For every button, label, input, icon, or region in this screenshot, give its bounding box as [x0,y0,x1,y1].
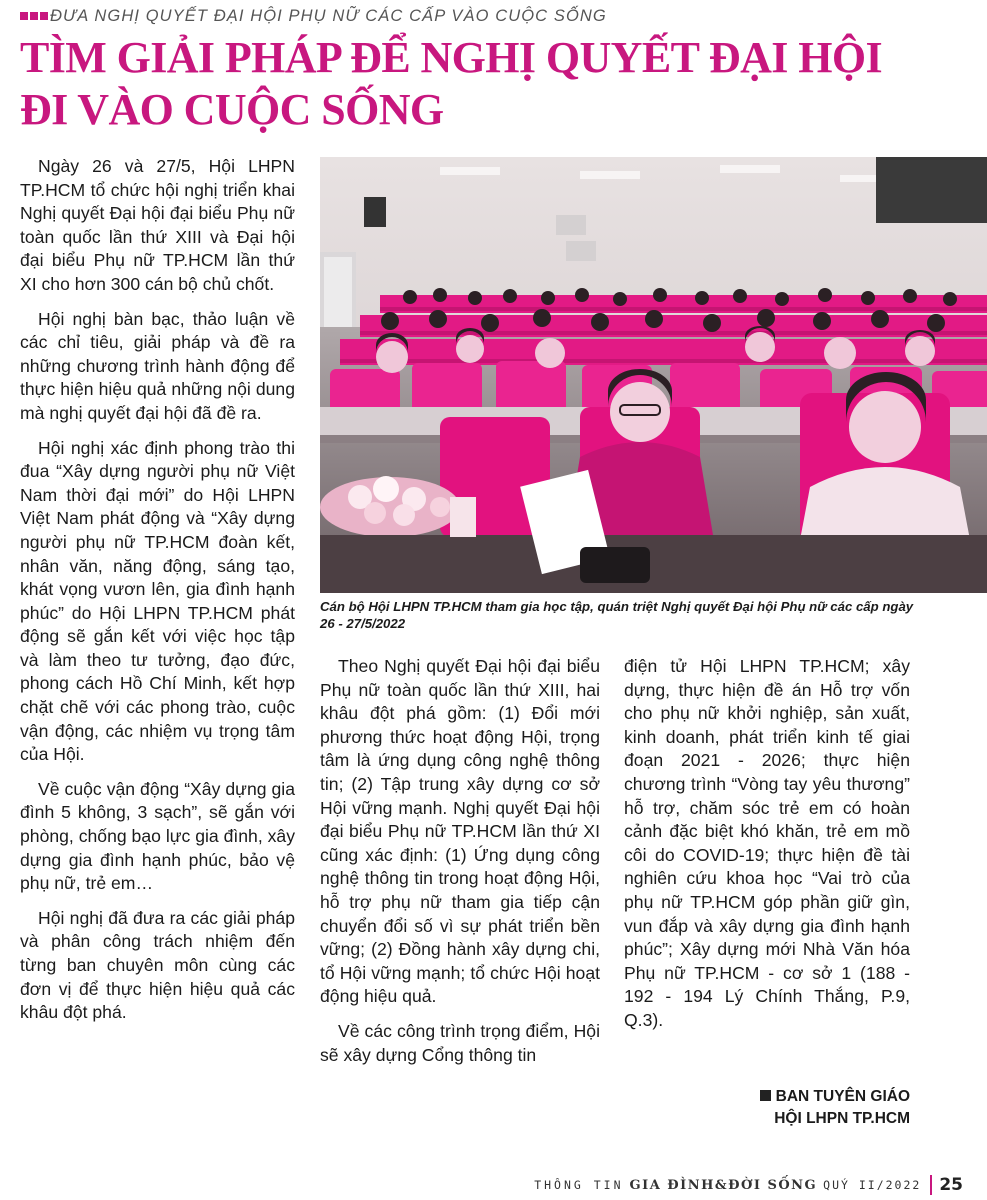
article-column-2 [320,655,600,1078]
paragraph: Hội nghị xác định phong trào thi đua “Xây dựng người phụ nữ Việt Nam thời đại mới” do Hội LHPN Việt Nam phát động và “Xây dựng người phụ nữ TP.HCM đoàn kết, nhân văn, năng động, sáng tạo, khát vọng vươn lên, gia đình hạnh phúc” do Hội LHPN TP.HCM phát động sẽ gắn kết với việc học tập và làm theo tư tưởng, đạo đức, phong cách Hồ Chí Minh, kết hợp chặt chẽ với các phong trào, cuộc vận động, các nhiệm vụ trọng tâm của Hội. [20,437,295,765]
article-column-1 [20,155,295,1036]
paragraph: Hội nghị đã đưa ra các giải pháp và phân công trách nhiệm đến từng ban chuyên môn cùng các đơn vị để thực hiện hiệu quả các khâu đột phá. [20,907,295,1023]
paragraph: Hội nghị bàn bạc, thảo luận về các chỉ tiêu, giải pháp và đề ra những chương trình hành động để thực hiện hiệu quả những nội dung mà nghị quyết đại hội đã đề ra. [20,308,295,423]
footer-divider [930,1175,932,1195]
article-byline [624,1086,910,1130]
conference-photo [320,157,987,593]
paragraph: điện tử Hội LHPN TP.HCM; xây dựng, thực hiện đề án Hỗ trợ vốn cho phụ nữ khởi nghiệp, sản xuất, kinh doanh, phát triển kinh tế giai đoạn 2021 - 2026; thực hiện chương trình “Vòng tay yêu thương” hỗ trợ, chăm sóc trẻ em có hoàn cảnh đặc biệt khó khăn, trẻ em mồ côi do COVID-19; thực hiện đề tài nghiên cứu khoa học “Vai trò của phụ nữ TP.HCM góp phần giữ gìn, vun đắp và xây dựng gia đình hạnh phúc”; Xây dựng mới Nhà Văn hóa Phụ nữ TP.HCM - cơ sở 1 (188 - 192 - 194 Lý Chính Thắng, P.9, Q.3). [624,656,910,1030]
paragraph: Theo Nghị quyết Đại hội đại biểu Phụ nữ toàn quốc lần thứ XIII, hai khâu đột phá gồm: (1) Đổi mới phương thức hoạt động Hội, trọng tâm là ứng dụng công nghệ thông tin; (2) Tập trung xây dựng cơ sở Hội vững mạnh. Nghị quyết Đại hội đại biểu Phụ nữ TP.HCM lần thứ XI cũng xác định: (1) Ứng dụng công nghệ thông tin trong hoạt động Hội, hỗ trợ phụ nữ tham gia tiếp cận chuyển đổi số vì sự phát triển bền vững; (2) Đồng hành xây dựng chi, tổ Hội vững mạnh; tổ chức Hội hoạt động hiệu quả. [320,656,600,1007]
footer-magazine-name: GIA ĐÌNH&ĐỜI SỐNG [629,1177,818,1193]
photo-caption: Cán bộ Hội LHPN TP.HCM tham gia học tập, quán triệt Nghị quyết Đại hội Phụ nữ các cấp ngày 26 - 27/5/2022 [320,599,914,631]
paragraph: Về các công trình trọng điểm, Hội sẽ xây dựng Cổng thông tin [320,1020,600,1065]
byline-line-2: HỘI LHPN TP.HCM [774,1110,910,1127]
paragraph: Về cuộc vận động “Xây dựng gia đình 5 không, 3 sạch”, sẽ gắn với phòng, chống bạo lực gia đình, xây dựng gia đình hạnh phúc, bảo vệ phụ nữ, trẻ em… [20,778,295,894]
kicker-text: ĐƯA NGHỊ QUYẾT ĐẠI HỘI PHỤ NỮ CÁC CẤP VÀO CUỘC SỐNG [50,6,607,25]
article-column-3 [624,655,910,1044]
paragraph: Ngày 26 và 27/5, Hội LHPN TP.HCM tổ chức hội nghị triển khai Nghị quyết Đại hội đại biểu Phụ nữ toàn quốc lần thứ XIII và Đại hội đại biểu Phụ nữ TP.HCM lần thứ XI cho hơn 300 cán bộ chủ chốt. [20,156,295,294]
kicker-square-icon [20,12,28,20]
footer-issue: QUÝ II/2022 [823,1178,922,1192]
headline-line-1: TÌM GIẢI PHÁP ĐỂ NGHỊ QUYẾT ĐẠI HỘI [20,33,882,82]
byline-square-icon [760,1090,771,1101]
section-kicker [20,4,607,28]
article-headline [20,32,970,136]
kicker-square-icon [40,12,48,20]
kicker-square-icon [30,12,38,20]
page-footer [534,1174,963,1196]
conference-photo-illustration [320,157,987,593]
headline-line-2: ĐI VÀO CUỘC SỐNG [20,85,444,134]
byline-line-1: BAN TUYÊN GIÁO [775,1088,910,1105]
footer-prefix: THÔNG TIN [534,1178,624,1192]
page-number: 25 [939,1175,963,1195]
